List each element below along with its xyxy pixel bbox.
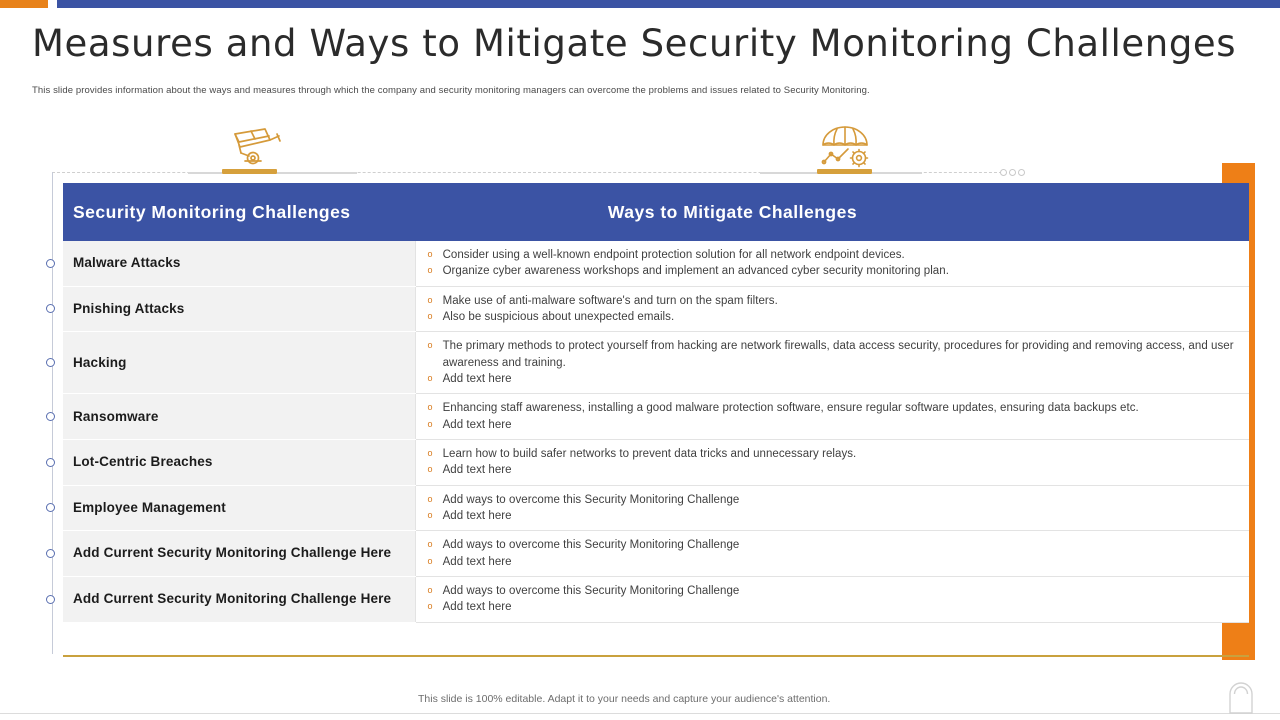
- table-body: [63, 241, 1249, 622]
- table-header: [63, 183, 1249, 241]
- challenge-cell: Hacking: [63, 332, 415, 394]
- table-bottom-rule: [63, 655, 1249, 657]
- ways-cell: [415, 485, 1249, 531]
- table-row: [63, 332, 1249, 394]
- bullet-item: [428, 446, 1238, 462]
- bullet-circle-icon: o: [427, 372, 433, 383]
- table-row: [63, 531, 1249, 577]
- bullet-item: [428, 400, 1238, 416]
- bullet-item: [428, 508, 1238, 524]
- connector-end-dot: [1018, 169, 1025, 176]
- bullet-circle-icon: o: [427, 310, 433, 321]
- connector-segment: [872, 172, 922, 174]
- column-header-challenges: Security Monitoring Challenges: [63, 183, 415, 241]
- bullet-text: Consider using a well-known endpoint protection solution for all network endpoint devices.: [442, 249, 905, 261]
- bullet-item: [428, 293, 1238, 309]
- table-row: [63, 485, 1249, 531]
- bullet-circle-icon: o: [427, 294, 433, 305]
- table-row: [63, 439, 1249, 485]
- bullet-text: Add text here: [442, 509, 512, 522]
- connector-segment: [277, 172, 357, 174]
- table-row: [63, 286, 1249, 332]
- icon-underline-umbrella: [817, 169, 872, 174]
- bullet-text: Add text here: [442, 464, 512, 477]
- timeline-dot-5: [46, 503, 55, 512]
- timeline-dot-1: [46, 304, 55, 313]
- bullet-circle-icon: o: [427, 509, 433, 520]
- bullet-text: Add text here: [442, 418, 512, 431]
- bullet-text: Add ways to overcome this Security Monitoring Challenge: [442, 493, 740, 506]
- table-row: [63, 241, 1249, 286]
- connector-end-dot: [1000, 169, 1007, 176]
- bullet-text: Also be suspicious about unexpected emails.: [442, 310, 675, 323]
- top-accent-bar: [0, 0, 1280, 8]
- table-header-row: [63, 183, 1249, 241]
- bullet-text: Enhancing staff awareness, installing a good malware protection software, ensure regular software updates, ensuring data backups etc.: [442, 402, 1139, 415]
- bullet-item: [428, 247, 1238, 263]
- footer-divider: [0, 713, 1280, 714]
- bullet-item: [428, 371, 1238, 387]
- challenge-cell: Add Current Security Monitoring Challenge Here: [63, 531, 415, 577]
- ways-cell: [415, 332, 1249, 394]
- ways-cell: [415, 439, 1249, 485]
- challenge-cell: Add Current Security Monitoring Challenge Here: [63, 576, 415, 622]
- bullet-circle-icon: o: [427, 340, 433, 351]
- challenge-cell: Malware Attacks: [63, 241, 415, 286]
- bullet-circle-icon: o: [427, 493, 433, 504]
- footer-note: This slide is 100% editable. Adapt it to your needs and capture your audience's attention.: [418, 693, 831, 705]
- top-accent-orange-segment: [0, 0, 48, 8]
- bullet-circle-icon: o: [427, 402, 433, 413]
- bullet-circle-icon: o: [427, 601, 433, 612]
- umbrella-chart-gear-icon: [810, 120, 880, 172]
- icon-underline-camera: [222, 169, 277, 174]
- bullet-circle-icon: o: [427, 555, 433, 566]
- ways-cell: [415, 241, 1249, 286]
- timeline-dot-7: [46, 595, 55, 604]
- bullet-circle-icon: o: [427, 447, 433, 458]
- challenge-cell: Lot-Centric Breaches: [63, 439, 415, 485]
- bullet-item: [428, 583, 1238, 599]
- table-row: [63, 576, 1249, 622]
- column-header-ways: Ways to Mitigate Challenges: [415, 183, 1249, 241]
- cctv-camera-icon: [215, 120, 285, 172]
- ways-cell: [415, 394, 1249, 440]
- bullet-item: [428, 462, 1238, 478]
- right-orange-bracket-bottom: [1222, 646, 1255, 660]
- bullet-text: Add ways to overcome this Security Monitoring Challenge: [442, 584, 740, 597]
- bullet-item: [428, 492, 1238, 508]
- bullet-item: [428, 309, 1238, 325]
- padlock-icon: [1221, 672, 1261, 719]
- challenge-cell: Employee Management: [63, 485, 415, 531]
- bullet-item: [428, 417, 1238, 433]
- bullet-text: Add text here: [442, 601, 512, 614]
- challenge-cell: Ransomware: [63, 394, 415, 440]
- bullet-text: Add text here: [442, 372, 512, 385]
- bullet-text: Add ways to overcome this Security Monitoring Challenge: [442, 539, 740, 552]
- timeline-dot-4: [46, 458, 55, 467]
- timeline-dot-0: [46, 259, 55, 268]
- page-subtitle: This slide provides information about the ways and measures through which the company and security monitoring managers can overcome the problems and issues related to Security Monitoring.: [32, 85, 870, 96]
- bullet-text: Learn how to build safer networks to prevent data tricks and unnecessary relays.: [442, 447, 857, 460]
- right-orange-bracket-top: [1222, 163, 1255, 177]
- ways-cell: [415, 286, 1249, 332]
- bullet-circle-icon: o: [427, 249, 433, 259]
- connector-segment: [760, 172, 817, 174]
- ways-cell: [415, 576, 1249, 622]
- bullet-item: [428, 338, 1238, 371]
- bullet-item: [428, 599, 1238, 615]
- bullet-circle-icon: o: [427, 464, 433, 475]
- bullet-text: Add text here: [442, 555, 512, 568]
- top-accent-blue-segment: [57, 0, 1280, 8]
- table-row: [63, 394, 1249, 440]
- timeline-dot-3: [46, 412, 55, 421]
- connector-end-dot: [1009, 169, 1016, 176]
- ways-cell: [415, 531, 1249, 577]
- page-title: Measures and Ways to Mitigate Security Monitoring Challenges: [32, 22, 1237, 65]
- timeline-dot-6: [46, 549, 55, 558]
- bullet-item: [428, 554, 1238, 570]
- bullet-circle-icon: o: [427, 418, 433, 429]
- bullet-text: Make use of anti-malware software's and turn on the spam filters.: [442, 294, 778, 307]
- bullet-text: The primary methods to protect yourself from hacking are network firewalls, data access security, procedures for providing and removing access, and user awareness and training.: [442, 340, 1234, 369]
- bullet-text: Organize cyber awareness workshops and implement an advanced cyber security monitoring plan.: [442, 265, 949, 278]
- bullet-circle-icon: o: [427, 265, 433, 276]
- bullet-item: [428, 537, 1238, 553]
- challenges-table: [63, 183, 1249, 623]
- bullet-item: [428, 263, 1238, 279]
- timeline-dot-2: [46, 358, 55, 367]
- bullet-circle-icon: o: [427, 539, 433, 550]
- challenge-cell: Pnishing Attacks: [63, 286, 415, 332]
- bullet-circle-icon: o: [427, 584, 433, 595]
- connector-segment: [188, 172, 222, 174]
